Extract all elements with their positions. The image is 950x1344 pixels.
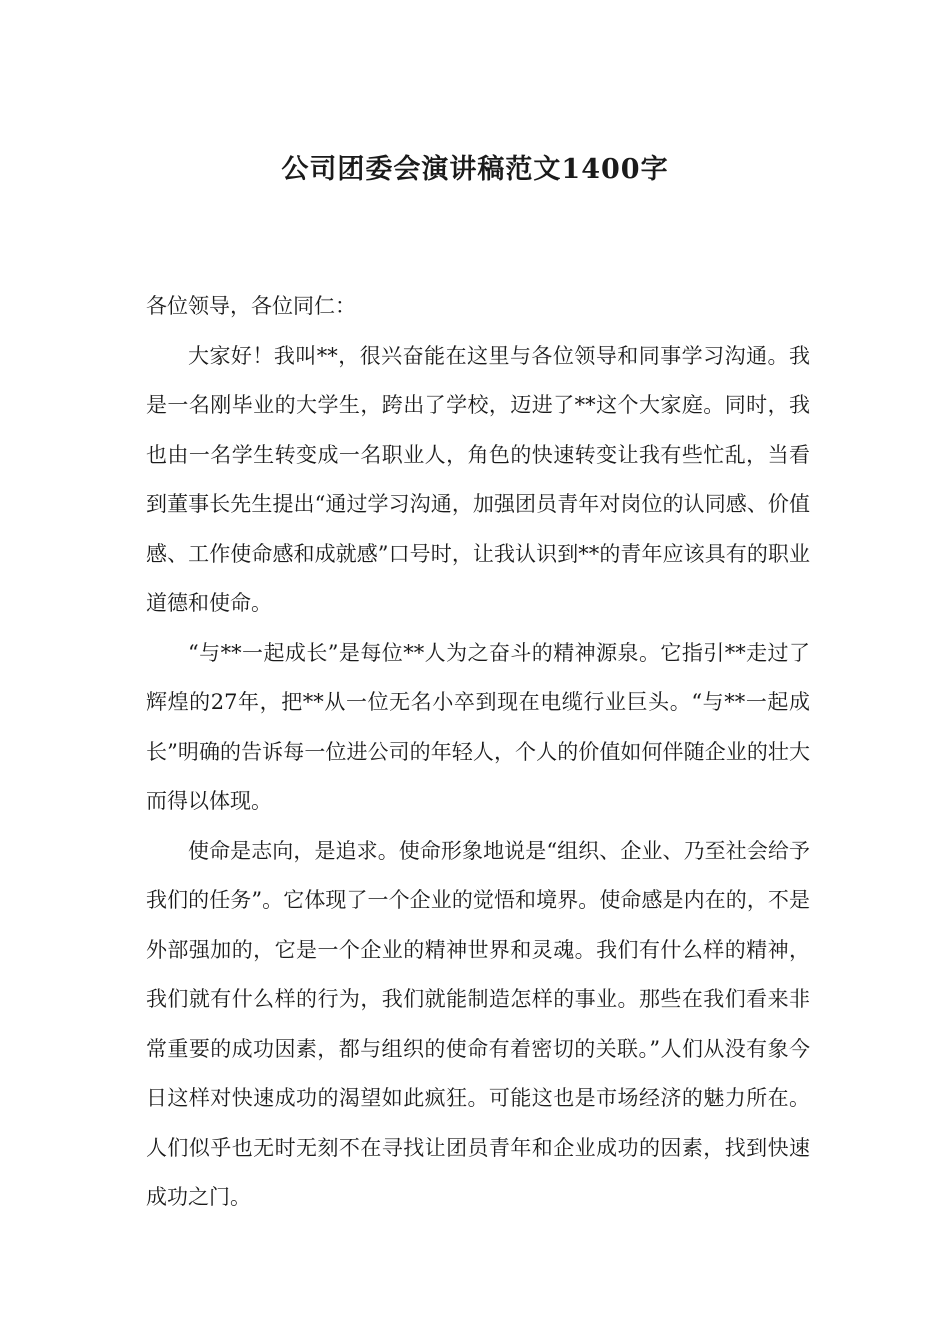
paragraph-3: 使命是志向，是追求。使命形象地说是“组织、企业、乃至社会给予我们的任务”。它体现了一个企业的觉悟和境界。使命感是内在的，不是外部强加的，它是一个企业的精神世界和灵魂。我们有什么样的精神，我们就有什么样的行为，我们就能制造怎样的事业。那些在我们看来非常重要的成功因素，都与组织的使命有着密切的关联。”人们从没有象今日这样对快速成功的渴望如此疯狂。可能这也是市场经济的魅力所在。人们似乎也无时无刻不在寻找让团员青年和企业成功的因素，找到快速成功之门。 [146, 838, 810, 1209]
paragraph-2: “与**一起成长”是每位**人为之奋斗的精神源泉。它指引**走过了辉煌的27年，把**从一位无名小卒到现在电缆行业巨头。“与**一起成长”明确的告诉每一位进公司的年轻人，个人的价值如何伴随企业的壮大而得以体现。 [146, 640, 810, 813]
salutation: 各位领导，各位同仁： [146, 294, 356, 318]
paragraph-1: 大家好！我叫**，很兴奋能在这里与各位领导和同事学习沟通。我是一名刚毕业的大学生，跨出了学校，迈进了**这个大家庭。同时，我也由一名学生转变成一名职业人，角色的快速转变让我有些忙乱，当看到董事长先生提出“通过学习沟通，加强团员青年对岗位的认同感、价值感、工作使命感和成就感”口号时，让我认识到**的青年应该具有的职业道德和使命。 [146, 343, 810, 615]
document-body [146, 282, 810, 1223]
document-title: 公司团委会演讲稿范文1400字 [281, 154, 669, 186]
